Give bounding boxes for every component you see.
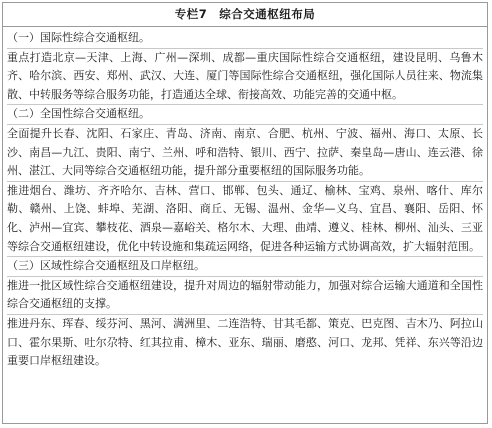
- column-box: [2, 2, 488, 424]
- section-heading-international: （一）国际性综合交通枢纽。: [7, 29, 483, 49]
- section-heading-regional: （三）区域性综合交通枢纽及口岸枢纽。: [7, 257, 483, 277]
- paragraph-border-port-hubs: 推进丹东、珲春、绥芬河、黑河、满洲里、二连浩特、甘其毛都、策克、巴克图、吉木乃、阿拉山口、霍尔果斯、吐尔尕特、红其拉甫、樟木、亚东、瑞丽、磨憨、河口、龙邦、凭祥、东兴等沿边重要口岸枢纽建设。: [7, 316, 483, 368]
- paragraph-national-hubs-construction: 推进烟台、潍坊、齐齐哈尔、吉林、营口、邯郸、包头、通辽、榆林、宝鸡、泉州、喀什、库尔勒、赣州、上饶、蚌埠、芜湖、洛阳、商丘、无锡、温州、金华—义乌、宜昌、襄阳、岳阳、怀化、泸州—宜宾、攀枝花、酒泉—嘉峪关、格尔木、大理、曲靖、遵义、桂林、柳州、汕头、三亚等综合交通枢纽建设，优化中转设施和集疏运网络，促进各种运输方式协调高效，扩大辐射范围。: [7, 182, 483, 257]
- column-content: [3, 27, 487, 371]
- paragraph-international-hubs: 重点打造北京—天津、上海、广州—深圳、成都—重庆国际性综合交通枢纽，建设昆明、乌鲁木齐、哈尔滨、西安、郑州、武汉、大连、厦门等国际性综合交通枢纽，强化国际人员往来、物流集散、中转服务等综合服务功能，打造通达全球、衔接高效、功能完善的交通中枢。: [7, 49, 483, 106]
- paragraph-national-hubs-upgrade: 全面提升长春、沈阳、石家庄、青岛、济南、南京、合肥、杭州、宁波、福州、海口、太原、长沙、南昌—九江、贵阳、南宁、兰州、呼和浩特、银川、西宁、拉萨、秦皇岛—唐山、连云港、徐州、湛江、大同等综合交通枢纽功能，提升部分重要枢纽的国际服务功能。: [7, 125, 483, 182]
- column-title: 专栏7 综合交通枢纽布局: [3, 3, 487, 27]
- paragraph-regional-hubs: 推进一批区域性综合交通枢纽建设，提升对周边的辐射带动能力，加强对综合运输大通道和全国性综合交通枢纽的支撑。: [7, 277, 483, 315]
- section-heading-national: （二）全国性综合交通枢纽。: [7, 105, 483, 125]
